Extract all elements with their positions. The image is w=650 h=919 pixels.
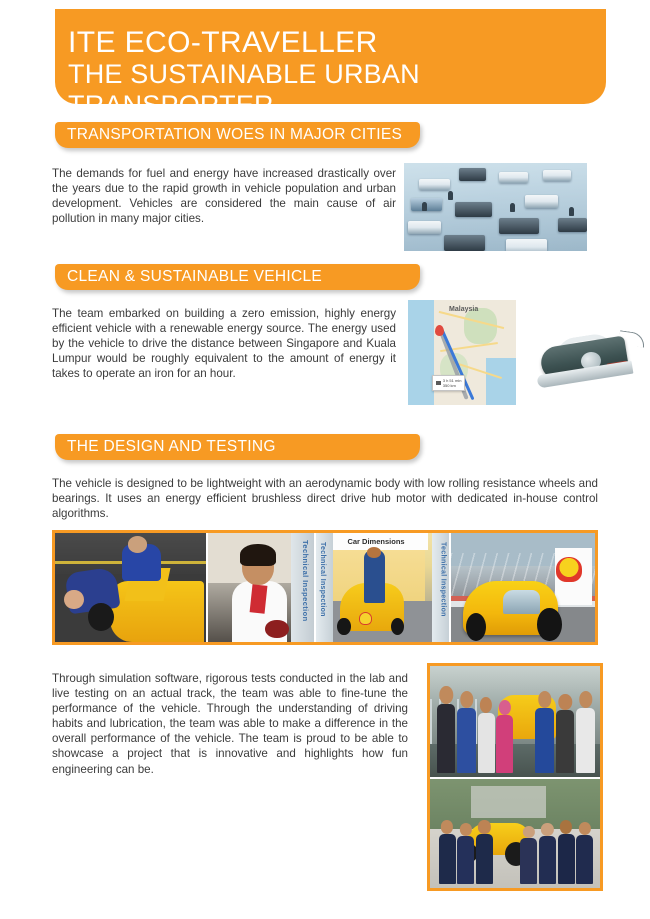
poster-header <box>55 9 606 120</box>
team-member <box>496 715 513 773</box>
motorcyclist <box>510 203 515 212</box>
motorcyclist <box>448 191 453 200</box>
red-bowl <box>265 620 288 637</box>
vehicle <box>408 221 441 234</box>
label-technical-inspection-right: Technical Inspection <box>439 541 447 617</box>
car-wheel <box>88 603 114 631</box>
map-label-country: Malaysia <box>449 306 479 314</box>
map-sea <box>486 358 516 405</box>
panel-car-dimensions-check <box>314 533 449 642</box>
team-member <box>535 708 554 772</box>
team-member <box>539 836 556 884</box>
team-member <box>478 713 495 773</box>
vehicle <box>459 168 486 180</box>
vehicle <box>499 172 528 183</box>
paragraph-transportation-woes: The demands for fuel and energy have increased drastically over the years due to the rapid growth in vehicle population and urban development. Vehicles are considered the main cause of air pollution in many major cities. <box>52 167 396 226</box>
page-subtitle: THE SUSTAINABLE URBAN TRANSPORTER <box>68 59 420 120</box>
panel-student-technical-inspection <box>206 533 314 642</box>
person-head <box>558 694 571 710</box>
team-member <box>576 835 593 884</box>
route-map-image <box>408 300 516 405</box>
car-cockpit-canopy <box>503 590 540 614</box>
person-head <box>579 691 592 708</box>
map-info-time: 3 h 51 min <box>442 378 462 384</box>
map-car-icon <box>436 381 441 385</box>
team-member <box>576 708 595 772</box>
vehicle <box>543 170 570 181</box>
person-head <box>64 590 84 610</box>
person-head <box>128 536 148 552</box>
motorcyclist <box>569 207 574 216</box>
paragraph-closing: Through simulation software, rigorous tests conducted in the lab and live testing on an actual track, the team was able to fine-tune the performance of the vehicle. Through the understanding of driving habits and lubrication, the team was able to make a difference in the overall performance of the vehicle. The team is proud to be able to showcase a project that is innovative and highlights how fun engineering can be. <box>52 672 408 776</box>
map-info-distance: 350 km <box>442 383 456 389</box>
shell-logo-icon <box>359 612 372 625</box>
student-hair <box>240 544 276 566</box>
car-wheel <box>466 613 486 641</box>
team-photos-frame <box>427 663 603 891</box>
vehicle <box>499 218 539 235</box>
vehicle <box>444 235 484 251</box>
banner-car-dimensions: Car Dimensions <box>324 533 428 550</box>
section-heading-clean-sustainable-vehicle: CLEAN & SUSTAINABLE VEHICLE <box>55 264 420 290</box>
clothes-iron-image <box>533 328 645 390</box>
car-wheel <box>537 608 561 641</box>
motorcyclist <box>422 202 427 211</box>
page-title: ITE ECO-TRAVELLER <box>68 26 378 59</box>
team-member <box>558 834 575 884</box>
section-heading-transportation-woes: TRANSPORTATION WOES IN MAJOR CITIES <box>55 122 420 148</box>
building-background <box>471 786 546 819</box>
wet-ground <box>430 744 600 777</box>
team-photo-with-car-outdoors <box>430 666 600 777</box>
car-wheel <box>337 618 350 635</box>
vehicle <box>558 218 587 232</box>
team-member <box>476 834 493 884</box>
team-member <box>439 834 456 884</box>
vehicle <box>455 202 492 217</box>
section-heading-design-and-testing: THE DESIGN AND TESTING <box>55 434 420 460</box>
traffic-photo <box>404 163 587 251</box>
person-head <box>522 826 534 838</box>
team-member <box>437 704 456 773</box>
vehicle <box>525 195 558 208</box>
panel-team-assembling-car <box>55 533 206 642</box>
panel-race-car-on-track <box>449 533 595 642</box>
inspector-person <box>364 550 385 602</box>
map-marker-icon <box>435 325 444 336</box>
student-lanyard <box>249 585 267 615</box>
shell-logo-icon <box>556 557 582 582</box>
person-head <box>480 697 492 713</box>
vehicle <box>506 239 546 251</box>
team-member <box>556 710 575 772</box>
photo-strip <box>52 530 598 645</box>
team-member <box>457 836 474 884</box>
vehicle <box>419 179 450 190</box>
paragraph-clean-sustainable-vehicle: The team embarked on building a zero emission, highly energy efficient vehicle with a renewable energy source. The energy used by the vehicle to drive the distance between Singapore and Kuala Lumpur would be roughly equivalent to the amount of energy it takes to operate an iron for an hour. <box>52 307 396 381</box>
map-info-box <box>432 375 466 391</box>
team-photo-formal-with-car <box>430 777 600 888</box>
person-head <box>579 822 591 835</box>
team-member <box>520 838 537 884</box>
paragraph-design-and-testing: The vehicle is designed to be lightweight with an aerodynamic body with low rolling resistance wheels and bearings. It uses an energy efficient brushless direct drive hub motor with dedicated in-house control algorithms. <box>52 477 598 521</box>
label-technical-inspection: Technical Inspection <box>300 539 310 622</box>
map-forest <box>464 308 496 344</box>
label-technical-inspection-left: Technical Inspection <box>318 541 326 617</box>
team-member <box>457 708 476 772</box>
